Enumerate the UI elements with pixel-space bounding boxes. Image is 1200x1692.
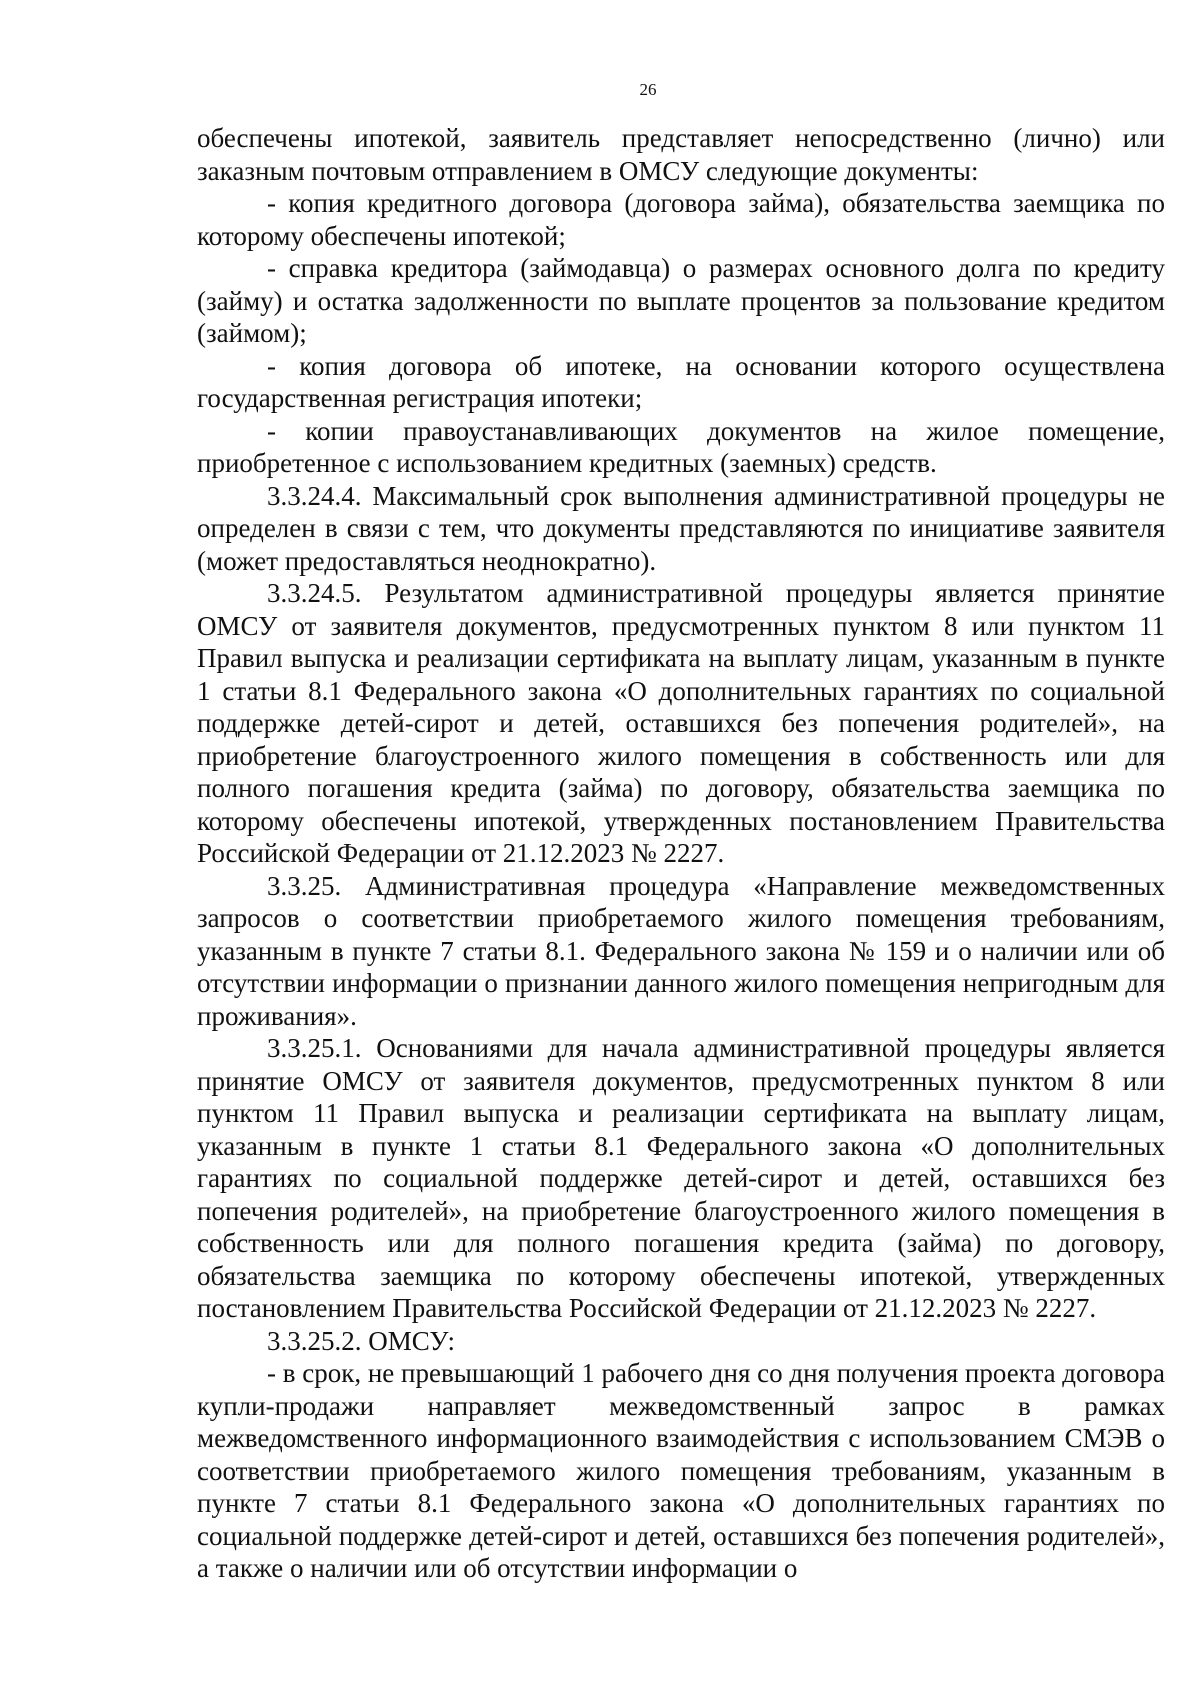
paragraph-list-item-interagency-request: - в срок, не превышающий 1 рабочего дня со дня получения проекта договора купли-продажи направляет межведомственный запрос в рамках межведомственного информационного взаимодействия с использованием СМЭВ о соответствии приобретаемого жилого помещения требованиям, указанным в пункте 7 статьи 8.1 Федерального закона «О дополнительных гарантиях по социальной поддержке детей-сирот и детей, оставшихся без попечения родителей», а также о наличии или об отсутствии информации о bbox=[197, 1358, 1165, 1583]
paragraph-list-item-title-documents: - копии правоустанавливающих документов на жилое помещение, приобретенное с использованием кредитных (заемных) средств. bbox=[197, 415, 1165, 478]
paragraph-3-3-25: 3.3.25. Административная процедура «Направление межведомственных запросов о соответствии приобретаемого жилого помещения требованиям, указанным в пункте 7 статьи 8.1. Федерального закона № 159 и о наличии или об отсутствии информации о признании данного жилого помещения непригодным для проживания». bbox=[197, 870, 1165, 1031]
paragraph-3-3-25-1: 3.3.25.1. Основаниями для начала административной процедуры является принятие ОМСУ от заявителя документов, предусмотренных пунктом 8 или пунктом 11 Правил выпуска и реализации сертификата на выплату лицам, указанным в пункте 1 статьи 8.1 Федерального закона «О дополнительных гарантиях по социальной поддержке детей-сирот и детей, оставшихся без попечения родителей», на приобретение благоустроенного жилого помещения в собственность или для полного погашения кредита (займа) по договору, обязательства заемщика по которому обеспечены ипотекой, утвержденных постановлением Правительства Российской Федерации от 21.12.2023 № 2227. bbox=[197, 1033, 1165, 1323]
paragraph-list-item-credit-agreement: - копия кредитного договора (договора займа), обязательства заемщика по которому обеспечены ипотекой; bbox=[197, 188, 1165, 251]
document-body bbox=[197, 122, 1165, 1585]
paragraph-list-item-creditor-certificate: - справка кредитора (займодавца) о размерах основного долга по кредиту (займу) и остатка задолженности по выплате процентов за пользование кредитом (займом); bbox=[197, 253, 1165, 348]
paragraph-3-3-24-4: 3.3.24.4. Максимальный срок выполнения административной процедуры не определен в связи с тем, что документы представляются по инициативе заявителя (может предоставляться неоднократно). bbox=[197, 480, 1165, 576]
paragraph-continuation: обеспечены ипотекой, заявитель представляет непосредственно (лично) или заказным почтовым отправлением в ОМСУ следующие документы: bbox=[197, 123, 1165, 186]
page-number: 26 bbox=[639, 80, 657, 99]
paragraph-3-3-25-2: 3.3.25.2. ОМСУ: bbox=[267, 1325, 455, 1356]
paragraph-list-item-mortgage-agreement: - копия договора об ипотеке, на основании которого осуществлена государственная регистрация ипотеки; bbox=[197, 350, 1165, 413]
paragraph-3-3-24-5: 3.3.24.5. Результатом административной процедуры является принятие ОМСУ от заявителя документов, предусмотренных пунктом 8 или пунктом 11 Правил выпуска и реализации сертификата на выплату лицам, указанным в пункте 1 статьи 8.1 Федерального закона «О дополнительных гарантиях по социальной поддержке детей-сирот и детей, оставшихся без попечения родителей», на приобретение благоустроенного жилого помещения в собственность или для полного погашения кредита (займа) по договору, обязательства заемщика по которому обеспечены ипотекой, утвержденных постановлением Правительства Российской Федерации от 21.12.2023 № 2227. bbox=[197, 578, 1165, 868]
